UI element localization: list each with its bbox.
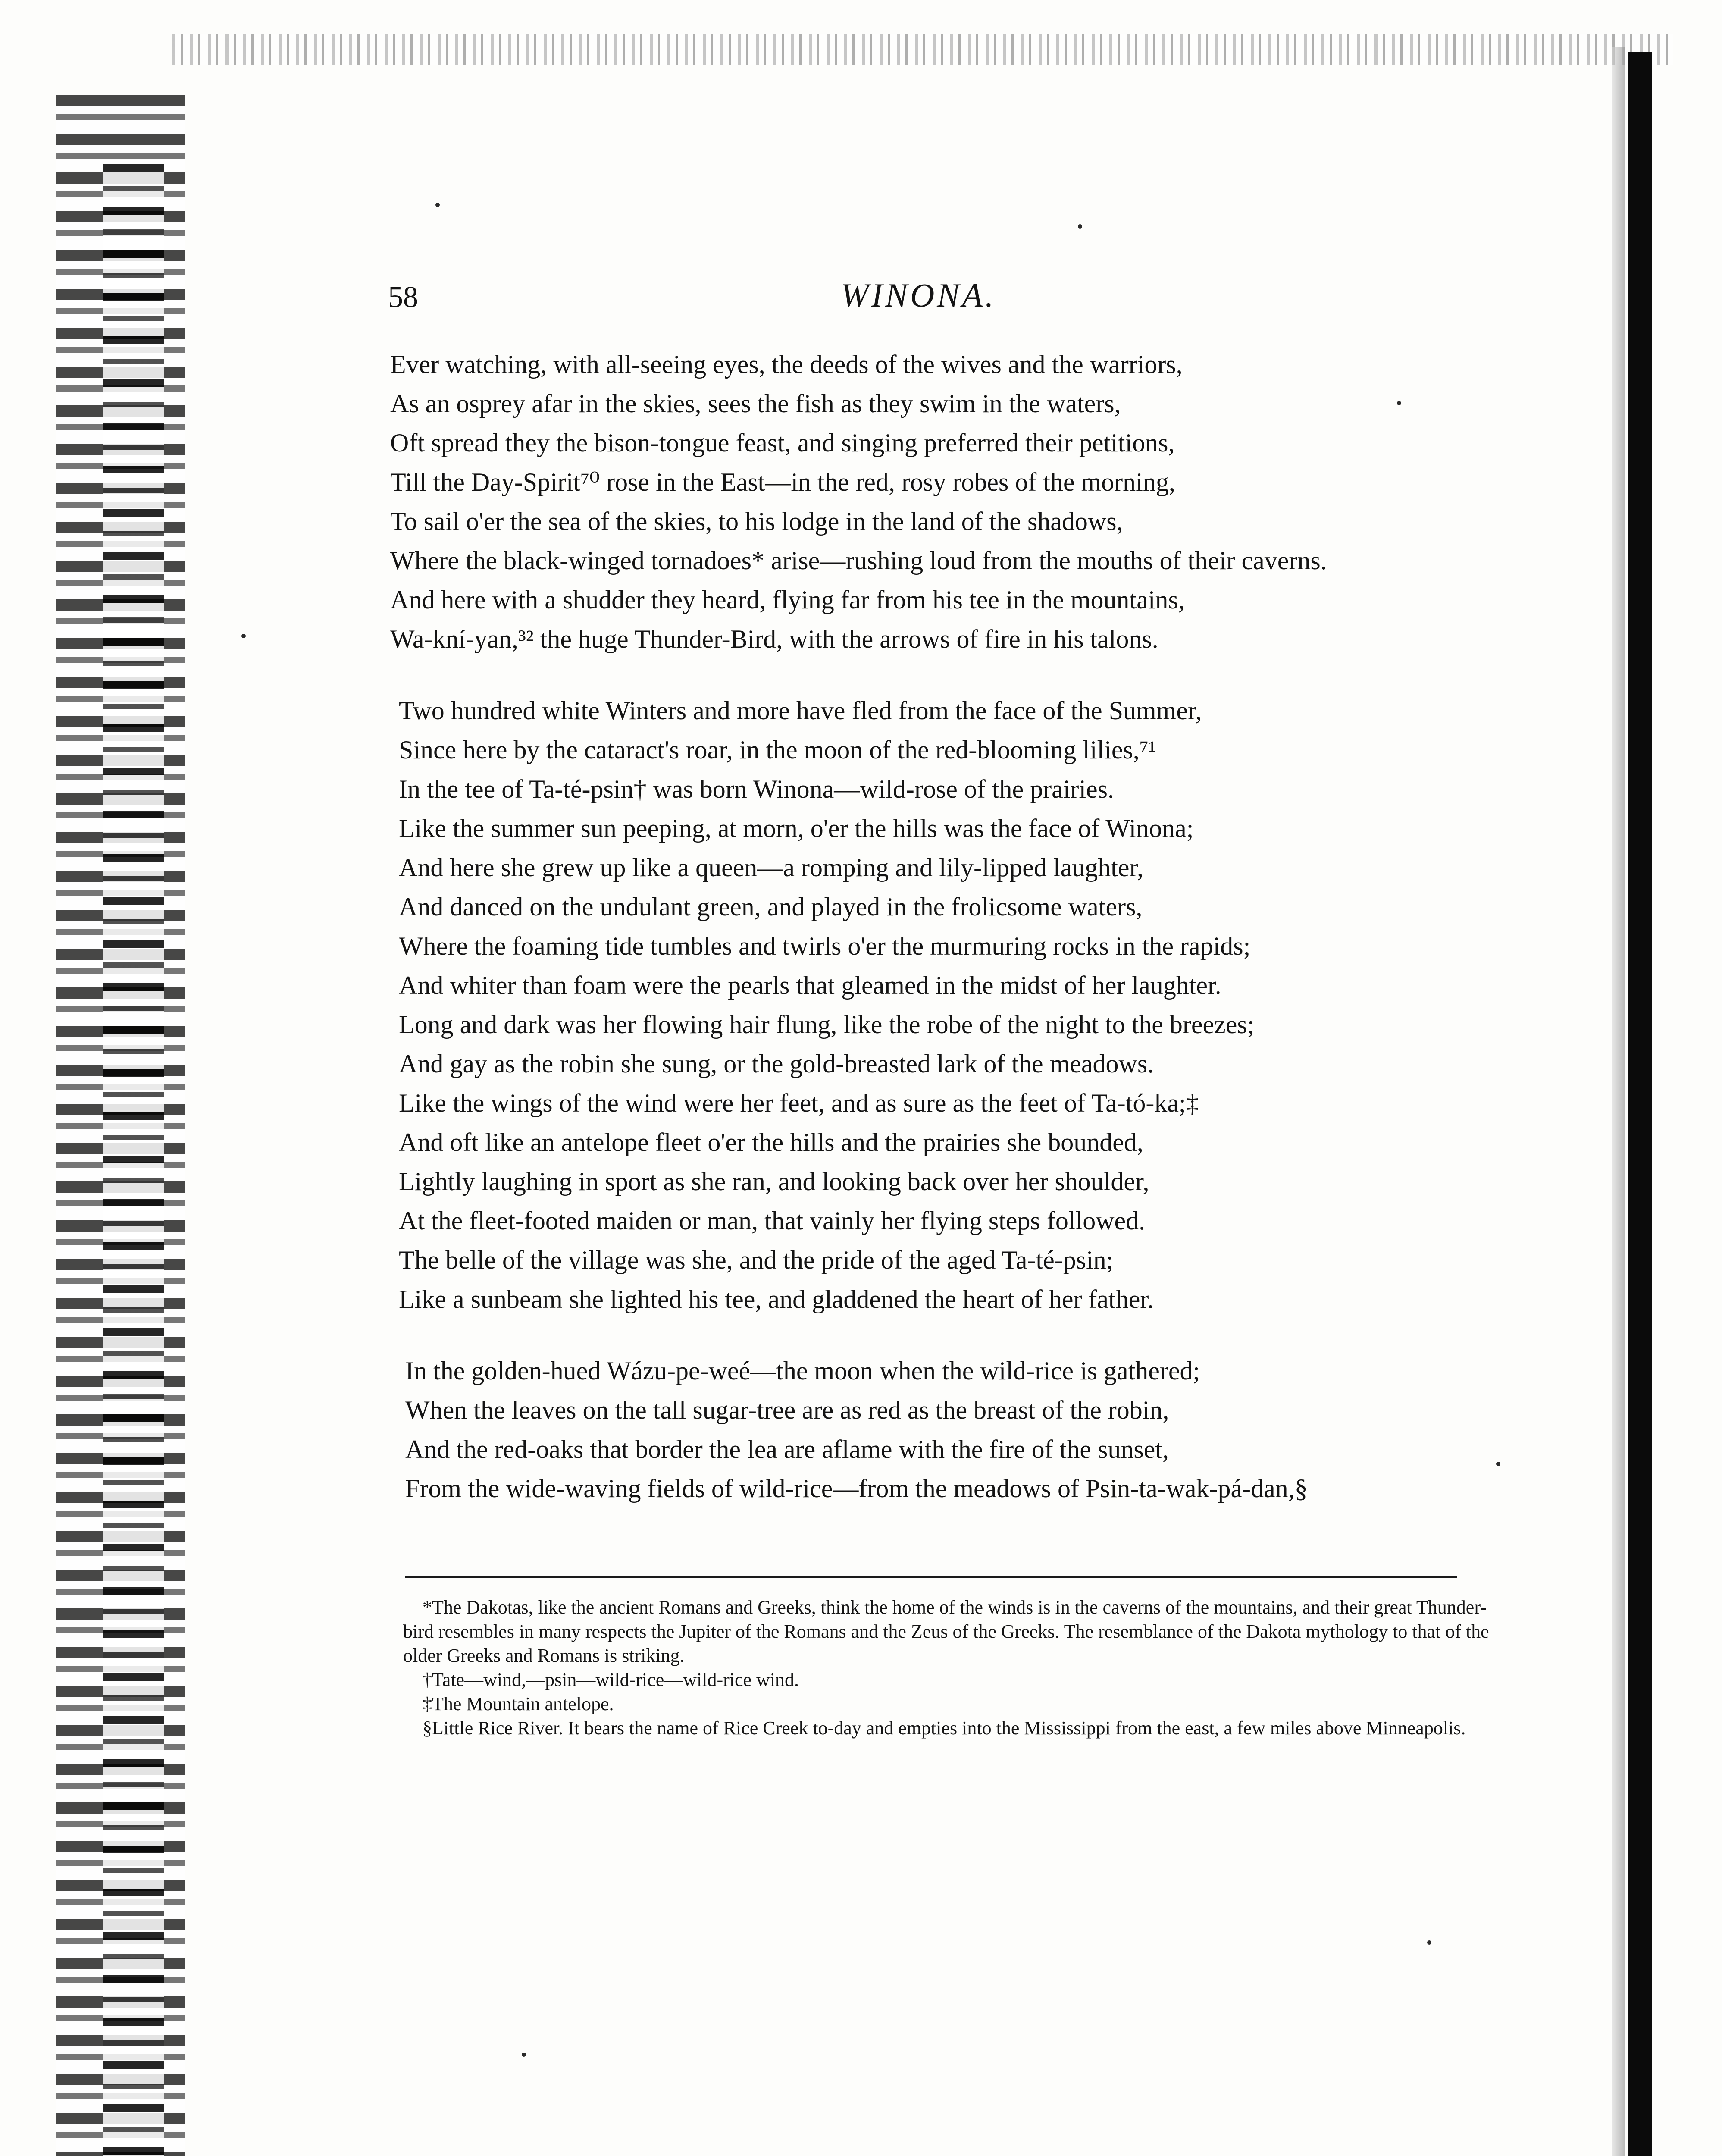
binding-edge-artifact-inner <box>103 164 164 2156</box>
speck <box>1427 1940 1431 1945</box>
poem-line: Since here by the cataract's roar, in the moon of the red-blooming lilies,⁷¹ <box>399 736 1156 764</box>
poem-line: And whiter than foam were the pearls that gleamed in the midst of her laughter. <box>399 971 1221 1000</box>
footnote: †Tate—wind,—psin—wild-rice—wild-rice wind. <box>423 1669 799 1690</box>
footnote-rule <box>405 1576 1457 1578</box>
stanza <box>390 345 1520 659</box>
poem-line: Where the black-winged tornadoes* arise—rushing loud from the mouths of their caverns. <box>390 546 1327 575</box>
poem-line: Long and dark was her flowing hair flung, like the robe of the night to the breezes; <box>399 1010 1255 1039</box>
poem-line: Like a sunbeam she lighted his tee, and gladdened the heart of her father. <box>399 1285 1154 1313</box>
poem-line: At the fleet-footed maiden or man, that vainly her flying steps followed. <box>399 1206 1146 1235</box>
page-edge-right <box>1628 52 1652 2156</box>
speck <box>522 2053 526 2057</box>
page-number: 58 <box>388 281 418 314</box>
footnote: ‡The Mountain antelope. <box>423 1693 614 1714</box>
running-title: WINONA. <box>841 276 996 314</box>
poem-line: Two hundred white Winters and more have fled from the face of the Summer, <box>399 696 1202 725</box>
poem-line: As an osprey afar in the skies, sees the fish as they swim in the waters, <box>390 389 1121 418</box>
poem-line: To sail o'er the sea of the skies, to his lodge in the land of the shadows, <box>390 507 1123 536</box>
poem-line: Where the foaming tide tumbles and twirls o'er the murmuring rocks in the rapids; <box>399 932 1251 960</box>
speck <box>241 634 246 638</box>
poem-line: And danced on the undulant green, and played in the frolicsome waters, <box>399 893 1143 921</box>
poem-line: And oft like an antelope fleet o'er the hills and the prairies she bounded, <box>399 1128 1143 1156</box>
footnote: *The Dakotas, like the ancient Romans and Greeks, think the home of the winds is in the caverns of the mountains, and their great Thunder-bird resembles in many respects the Jupiter of the Romans and the Zeus of the Greeks. The resemblance of the Dakota mythology to that of the older Greeks and Romans is striking. <box>403 1597 1489 1666</box>
poem-line: Wa-kní-yan,³² the huge Thunder-Bird, with the arrows of fire in his talons. <box>390 625 1158 653</box>
stanza <box>390 691 1520 1319</box>
speck <box>1078 224 1082 229</box>
poem-line: The belle of the village was she, and the pride of the aged Ta-té-psin; <box>399 1246 1114 1274</box>
stanza <box>390 1351 1520 1508</box>
poem-line: Ever watching, with all-seeing eyes, the deeds of the wives and the warriors, <box>390 350 1183 379</box>
scan-artifact-top <box>172 34 1673 65</box>
poem-body <box>390 345 1520 1541</box>
poem-line: When the leaves on the tall sugar-tree are as red as the breast of the robin, <box>405 1396 1169 1424</box>
speck <box>435 203 440 207</box>
poem-line: And the red-oaks that border the lea are aflame with the fire of the sunset, <box>405 1435 1169 1463</box>
page-edge-shadow <box>1612 47 1625 2156</box>
poem-line: In the golden-hued Wázu-pe-weé—the moon when the wild-rice is gathered; <box>405 1357 1200 1385</box>
poem-line: Till the Day-Spirit⁷⁰ rose in the East—in the red, rosy robes of the morning, <box>390 468 1175 496</box>
poem-line: And here she grew up like a queen—a romping and lily-lipped laughter, <box>399 853 1144 882</box>
poem-line: In the tee of Ta-té-psin† was born Winona—wild-rose of the prairies. <box>399 775 1115 803</box>
poem-line: Lightly laughing in sport as she ran, and looking back over her shoulder, <box>399 1167 1149 1196</box>
poem-line: Oft spread they the bison-tongue feast, and singing preferred their petitions, <box>390 429 1175 457</box>
running-head <box>388 267 1483 319</box>
poem-line: Like the wings of the wind were her feet, and as sure as the feet of Ta-tó-ka;‡ <box>399 1089 1199 1117</box>
poem-line: And here with a shudder they heard, flying far from his tee in the mountains, <box>390 586 1185 614</box>
footnotes <box>403 1595 1507 1740</box>
poem-line: Like the summer sun peeping, at morn, o'er the hills was the face of Winona; <box>399 814 1194 843</box>
poem-line: From the wide-waving fields of wild-rice—from the meadows of Psin-ta-wak-pá-dan,§ <box>405 1474 1308 1503</box>
poem-line: And gay as the robin she sung, or the gold-breasted lark of the meadows. <box>399 1050 1154 1078</box>
footnote: §Little Rice River. It bears the name of Rice Creek to-day and empties into the Mississippi from the east, a few miles above Minneapolis. <box>423 1717 1466 1739</box>
